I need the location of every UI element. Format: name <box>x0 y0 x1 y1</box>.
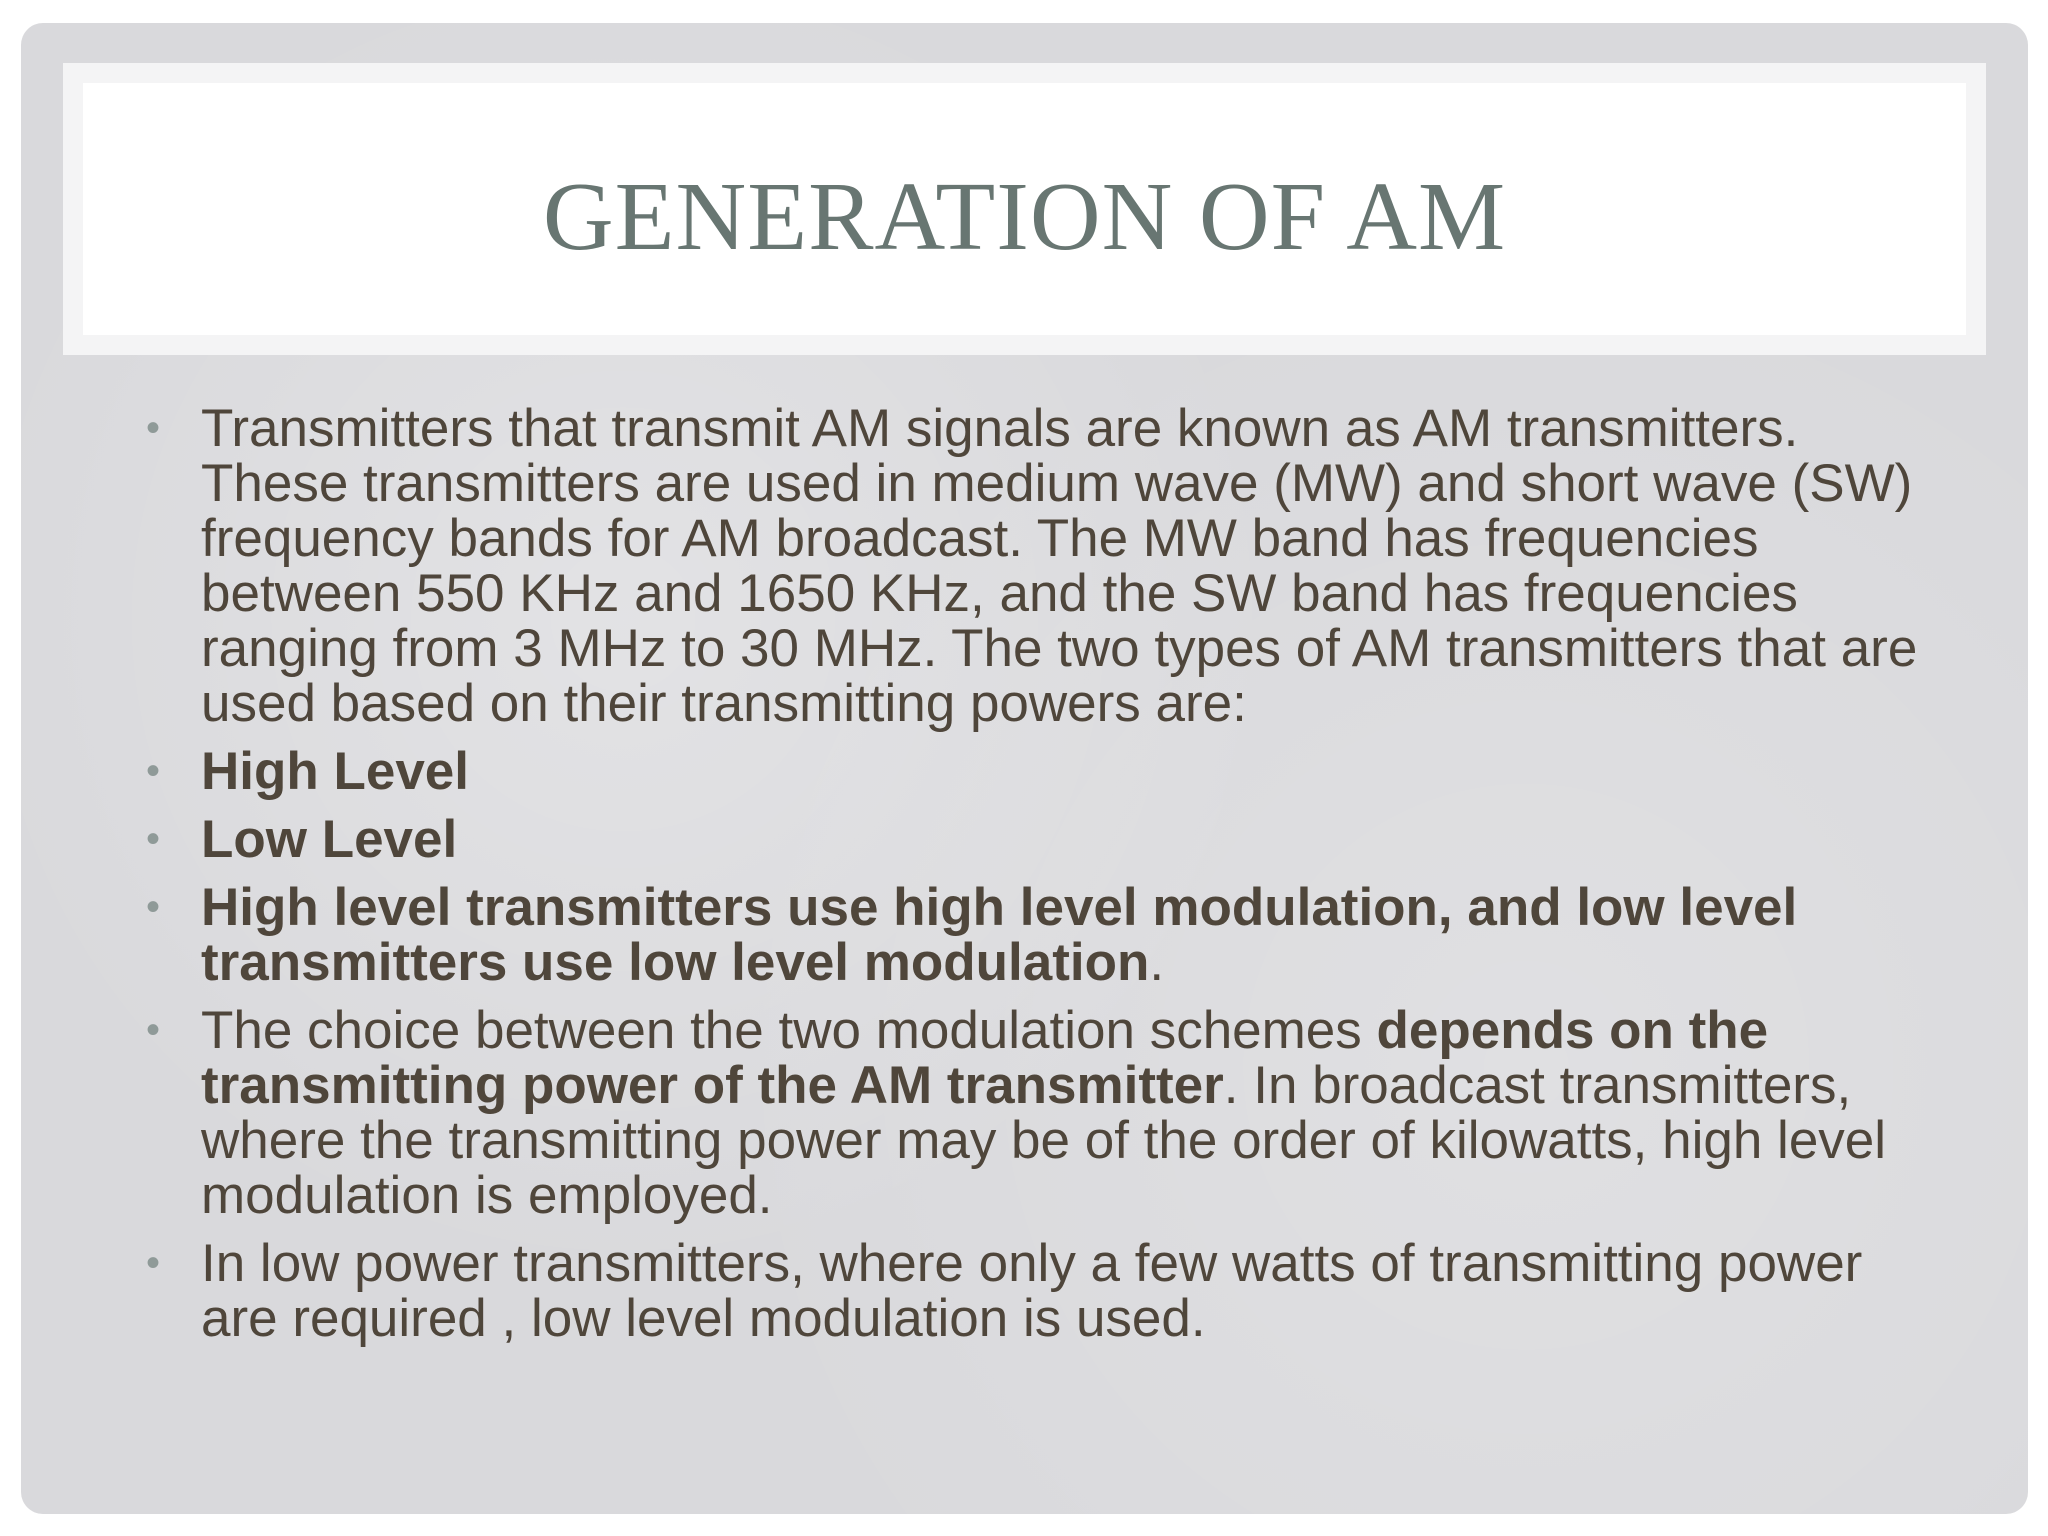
slide <box>21 23 2028 1514</box>
bullet-dot-icon: • <box>146 406 161 450</box>
bullet-item-high-level <box>146 744 1946 799</box>
bullet-text: In low power transmitters, where only a few watts of transmitting power are required , low level modulation is used. <box>201 1234 1863 1348</box>
bullet-dot-icon: • <box>146 1008 161 1052</box>
title-frame <box>63 63 1986 355</box>
bullet-bold-text: High level transmitters use high level modulation, and low level transmitters use low level modulation <box>201 878 1798 992</box>
title-box <box>83 83 1966 335</box>
bullet-text: Transmitters that transmit AM signals are known as AM transmitters. These transmitters are used in medium wave (MW) and short wave (SW) frequency bands for AM broadcast. The MW band has frequencies between 550 KHz and 1650 KHz, and the SW band has frequencies ranging from 3 MHz to 30 MHz. The two types of AM transmitters that are used based on their transmitting powers are: <box>201 399 1918 733</box>
bullet-item-modulation-types <box>146 880 1946 990</box>
bullet-text-suffix: . In broadcast transmitters, where the transmitting power may be of the order of kilowatts, high level modulation is employed. <box>201 1056 1887 1225</box>
bullet-item-low-level <box>146 812 1946 867</box>
bullet-dot-icon: • <box>146 749 161 793</box>
bullet-dot-icon: • <box>146 1241 161 1285</box>
bullet-item-choice <box>146 1003 1946 1223</box>
bullet-bold-text: Low Level <box>201 810 458 869</box>
bullet-bold-text: High Level <box>201 742 470 801</box>
bullet-dot-icon: • <box>146 885 161 929</box>
bullet-item-low-power <box>146 1236 1946 1346</box>
bullet-text-suffix: . <box>1149 933 1165 992</box>
bullet-dot-icon: • <box>146 817 161 861</box>
bullet-text-prefix: The choice between the two modulation schemes <box>201 1001 1377 1060</box>
bullet-item-intro <box>146 401 1946 731</box>
bullet-bold-text: depends on the transmitting power of the AM transmitter <box>201 1001 1769 1115</box>
slide-title: GENERATION OF AM <box>542 163 1507 271</box>
bullet-list <box>146 401 1946 1359</box>
